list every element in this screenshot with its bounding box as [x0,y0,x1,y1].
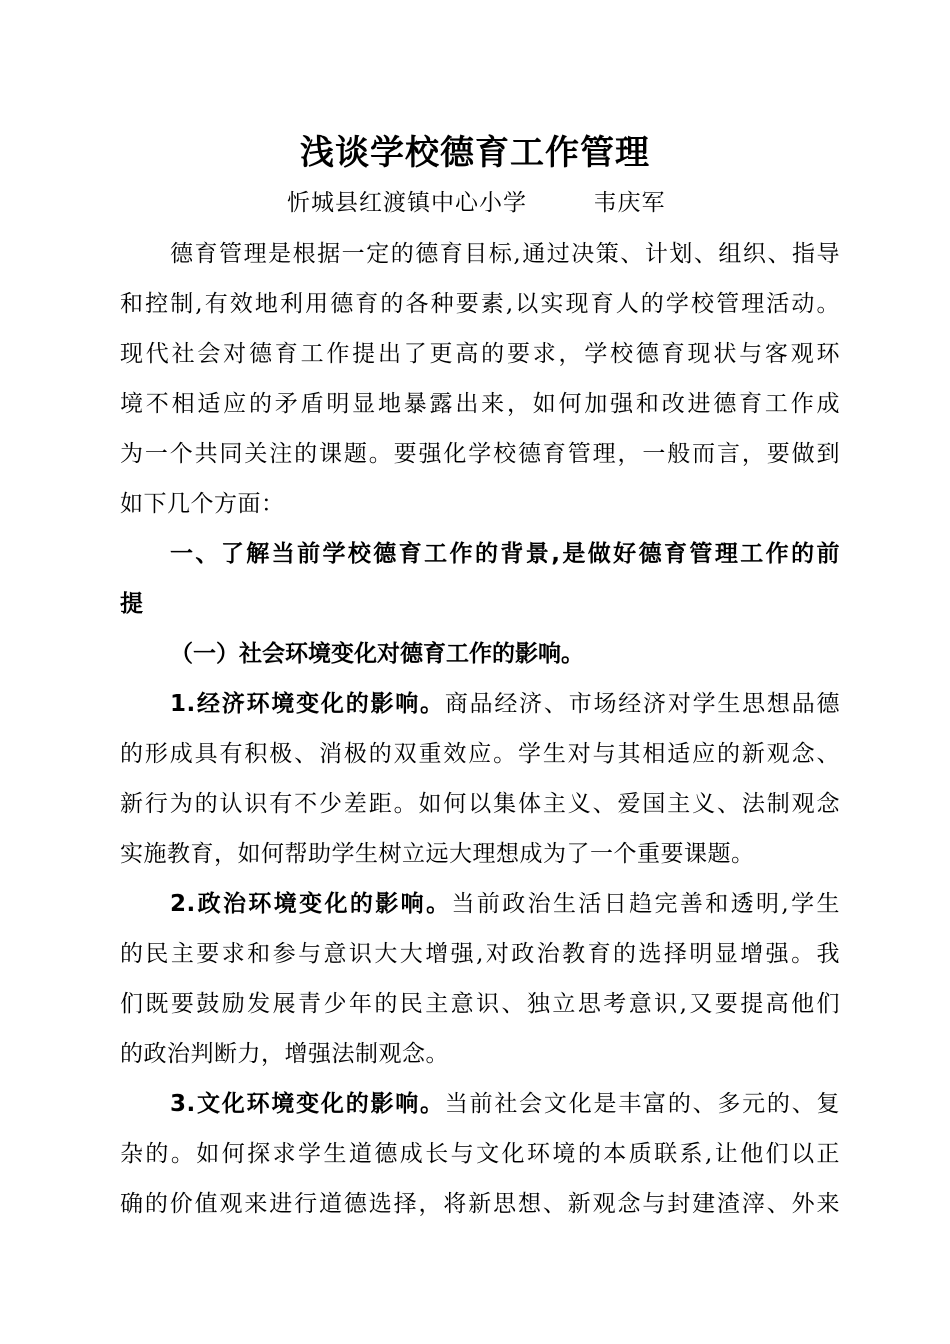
section-heading-line-1: 一、了解当前学校德育工作的背景,是做好德育管理工作的前 [170,541,840,567]
intro-line-5: 为一个共同关注的课题。要强化学校德育管理，一般而言，要做到 [120,441,840,467]
intro-line-6: 如下几个方面： [120,491,285,517]
item-3-line-3: 确的价值观来进行道德选择，将新思想、新观念与封建渣滓、外来 [120,1191,840,1217]
item-1-line-4: 实施教育，如何帮助学生树立远大理想成为了一个重要课题。 [120,841,755,867]
item-1-first-rest: 商品经济、市场经济对学生思想品德 [444,691,840,717]
intro-line-4: 境不相适应的矛盾明显地暴露出来，如何加强和改进德育工作成 [120,391,840,417]
item-2-lead: 2.政治环境变化的影响。 [170,891,452,917]
item-2-line-4: 的政治判断力，增强法制观念。 [120,1041,449,1067]
sub-heading: （一）社会环境变化对德育工作的影响。 [170,641,584,667]
document-title: 浅谈学校德育工作管理 [300,133,650,173]
item-2-first-line [170,886,840,922]
item-3-line-2: 杂的。如何探求学生道德成长与文化环境的本质联系,让他们以正 [120,1141,840,1167]
intro-line-1: 德育管理是根据一定的德育目标,通过决策、计划、组织、指导 [170,241,840,267]
item-3-first-line [170,1086,840,1122]
item-2-line-3: 们既要鼓励发展青少年的民主意识、独立思考意识,又要提高他们 [120,991,840,1017]
intro-line-3: 现代社会对德育工作提出了更高的要求，学校德育现状与客观环 [120,341,840,367]
item-1-line-2: 的形成具有积极、消极的双重效应。学生对与其相适应的新观念、 [120,741,840,767]
section-heading-line-2: 提 [120,591,144,617]
author-line: 忻城县红渡镇中心小学 韦庆军 [287,190,666,216]
item-2-first-rest: 当前政治生活日趋完善和透明,学生 [451,891,840,917]
intro-line-2: 和控制,有效地利用德育的各种要素,以实现育人的学校管理活动。 [120,291,840,317]
item-1-lead: 1.经济环境变化的影响。 [170,691,445,717]
item-3-lead: 3.文化环境变化的影响。 [170,1091,445,1117]
item-1-line-3: 新行为的认识有不少差距。如何以集体主义、爱国主义、法制观念 [120,791,840,817]
item-3-first-rest: 当前社会文化是丰富的、多元的、复 [444,1091,840,1117]
item-2-line-2: 的民主要求和参与意识大大增强,对政治教育的选择明显增强。我 [120,941,840,967]
item-1-first-line [170,686,840,722]
